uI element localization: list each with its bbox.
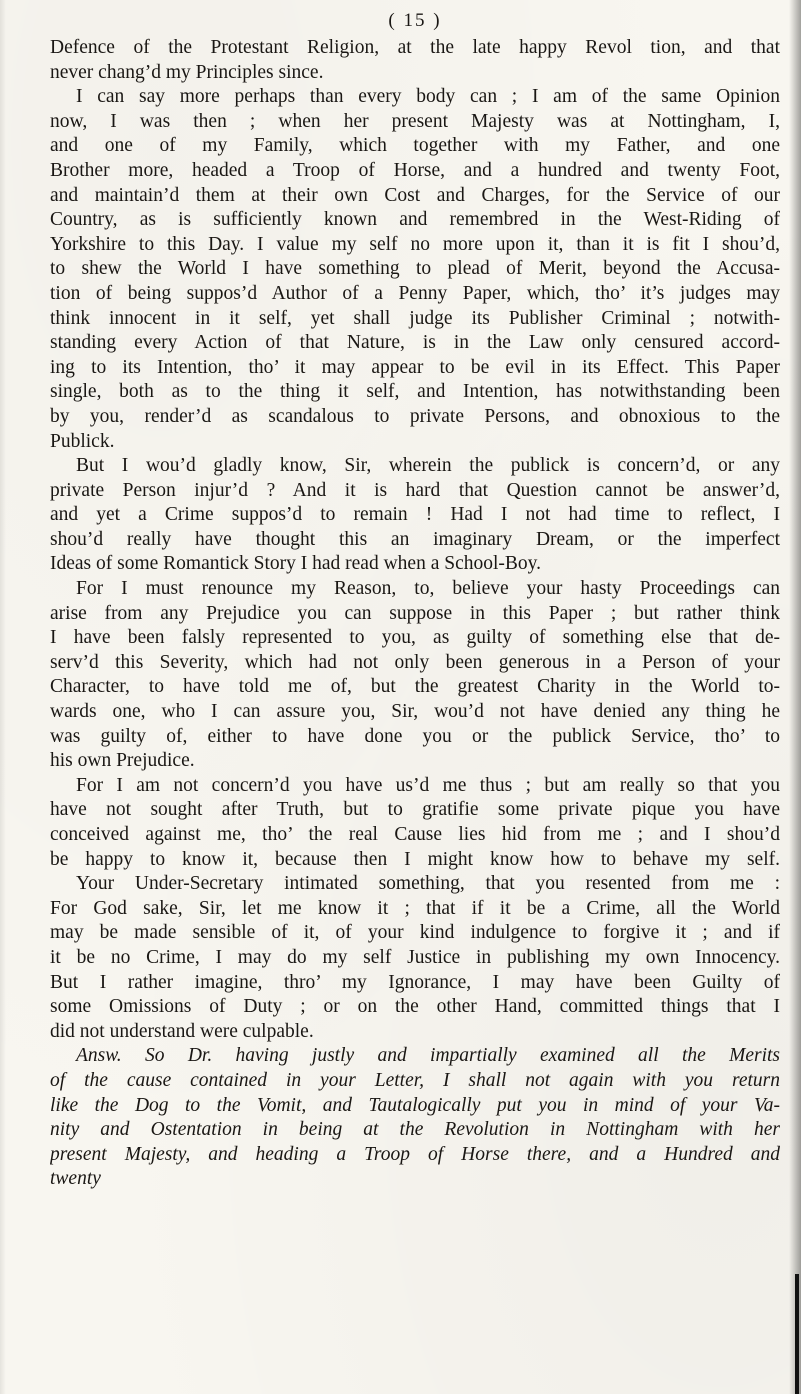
page-edge-left	[0, 0, 6, 1394]
text-line: For I am not concern’d you have us’d me thus ; but am really so that you	[76, 774, 780, 796]
text-line: was guilty of, either to have done you or the publick Service, tho’ to	[50, 725, 780, 747]
body-text	[50, 36, 780, 1167]
text-line: it be no Crime, I may do my self Justice in publishing my own Innocency.	[50, 946, 780, 968]
text-line: shou’d really have thought this an imaginary Dream, or the imperfect	[50, 528, 780, 550]
text-line: did not understand were culpable.	[50, 1020, 314, 1042]
text-line: now, I was then ; when her present Majesty was at Nottingham, I,	[50, 110, 780, 132]
text-line: But I wou’d gladly know, Sir, wherein the publick is concern’d, or any	[76, 455, 780, 477]
text-line: Defence of the Protestant Religion, at the late happy Revol tion, and that	[50, 37, 780, 58]
text-line: nity and Ostentation in being at the Revolution in Nottingham with her	[50, 1119, 780, 1141]
text-line: like the Dog to the Vomit, and Tautalogically put you in mind of your Va-	[50, 1094, 780, 1116]
text-line: Publick.	[50, 430, 115, 452]
text-line: For I must renounce my Reason, to, believe your hasty Proceedings can	[76, 578, 780, 600]
page-number: ( 15 )	[388, 10, 442, 31]
text-line: I can say more perhaps than every body can ; I am of the same Opinion	[76, 86, 780, 108]
text-line: tion of being suppos’d Author of a Penny Paper, which, tho’ it’s judges may	[50, 282, 780, 304]
text-line: wards one, who I can assure you, Sir, wou’d not have denied any thing he	[50, 701, 780, 723]
catchword: twenty	[50, 1168, 101, 1190]
text-line: may be made sensible of it, of your kind indulgence to forgive it ; and if	[50, 922, 780, 944]
text-line: For God sake, Sir, let me know it ; that if it be a Crime, all the World	[50, 897, 780, 919]
text-line: Your Under-Secretary intimated something, that you resented from me :	[76, 873, 780, 895]
text-line: to shew the World I have something to plead of Merit, beyond the Accusa-	[50, 258, 780, 280]
text-line: standing every Action of that Nature, is in the Law only censured accord-	[50, 332, 780, 354]
text-line: and yet a Crime suppos’d to remain ! Had I not had time to reflect, I	[50, 504, 780, 526]
text-line: have not sought after Truth, but to gratifie some private pique you have	[50, 799, 780, 821]
text-line: Character, to have told me of, but the greatest Charity in the World to-	[50, 676, 780, 698]
margin-mark	[795, 1274, 799, 1394]
text-line: Yorkshire to this Day. I value my self no more upon it, than it is fit I shou’d,	[50, 233, 780, 255]
text-line: serv’d this Severity, which had not only been generous in a Person of your	[50, 651, 780, 673]
text-line: by you, render’d as scandalous to private Persons, and obnoxious to the	[50, 405, 780, 427]
text-block	[50, 12, 780, 1192]
text-line: present Majesty, and heading a Troop of Horse there, and a Hundred and	[50, 1143, 780, 1165]
text-line: Ideas of some Romantick Story I had read when a School-Boy.	[50, 553, 541, 575]
text-line: arise from any Prejudice you can suppose in this Paper ; but rather think	[50, 602, 780, 624]
text-line: never chang’d my Principles since.	[50, 61, 324, 83]
text-line: Brother more, headed a Troop of Horse, and a hundred and twenty Foot,	[50, 159, 780, 181]
text-line: his own Prejudice.	[50, 750, 195, 772]
text-line: I have been falsly represented to you, as guilty of something else that de-	[50, 627, 780, 649]
text-line: ing to its Intention, tho’ it may appear to be evil in its Effect. This Paper	[50, 356, 780, 378]
text-line: and one of my Family, which together with my Father, and one	[50, 135, 780, 157]
text-line: and maintain’d them at their own Cost and Charges, for the Service of our	[50, 184, 780, 206]
text-line: conceived against me, tho’ the real Cause lies hid from me ; and I shou’d	[50, 824, 780, 845]
text-line: Answ. So Dr. having justly and impartially examined all the Merits	[76, 1045, 780, 1067]
text-line: single, both as to the thing it self, and Intention, has notwithstanding been	[50, 381, 780, 403]
text-line: be happy to know it, because then I might know how to behave my self.	[50, 848, 780, 870]
text-line: private Person injur’d ? And it is hard that Question cannot be answer’d,	[50, 479, 780, 501]
text-line: But I rather imagine, thro’ my Ignorance, I may have been Guilty of	[50, 971, 780, 993]
text-line: Country, as is sufficiently known and remembred in the West-Riding of	[50, 209, 780, 231]
page-edge-right	[789, 0, 801, 1394]
text-line: some Omissions of Duty ; or on the other Hand, committed things that I	[50, 996, 780, 1018]
text-line: think innocent in it self, yet shall judge its Publisher Criminal ; notwith-	[50, 307, 780, 329]
text-line: of the cause contained in your Letter, I shall not again with you return	[50, 1069, 780, 1091]
